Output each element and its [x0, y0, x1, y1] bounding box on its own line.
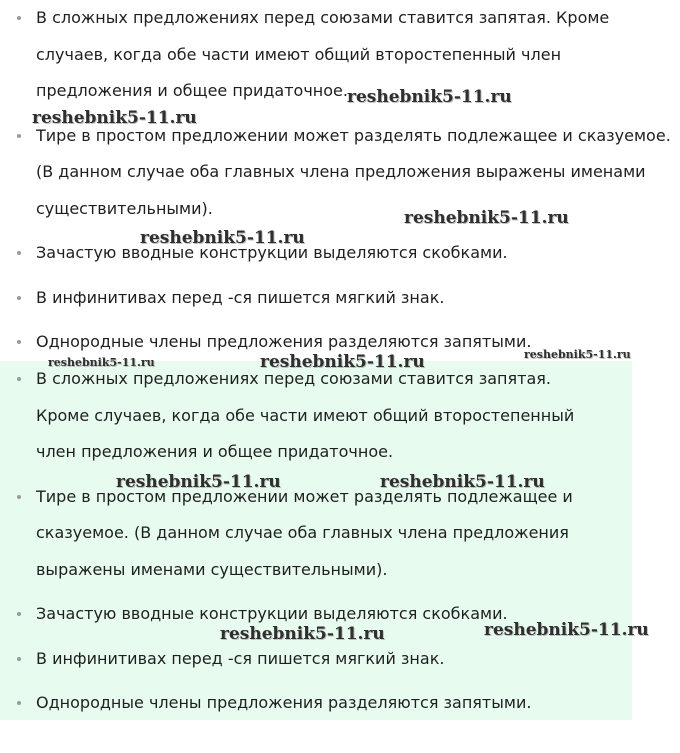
answer-list	[0, 361, 600, 730]
list-item: Тире в простом предложении может разделять подлежащее и сказуемое. (В данном случае оба главных члена предложения выражены именами существительными).	[0, 479, 596, 589]
list-item: В инфинитивах перед -ся пишется мягкий знак.	[0, 280, 676, 317]
bullet-icon	[17, 16, 21, 20]
watermark: reshebnik5-11.ru	[484, 620, 649, 640]
watermark: reshebnik5-11.ru	[380, 472, 545, 492]
list-item: В сложных предложениях перед союзами ставится запятая. Кроме случаев, когда обе части имеют общий второстепенный член предложения и общее придаточное.	[0, 361, 596, 471]
watermark: reshebnik5-11.ru	[48, 356, 155, 369]
bullet-icon	[17, 495, 21, 499]
list-item: Однородные члены предложения разделяются запятыми.	[0, 685, 596, 722]
list-item: Однородные члены предложения разделяются запятыми.	[0, 324, 676, 361]
list-item: Тире в простом предложении может разделять подлежащее и сказуемое. (В данном случае оба главных члена предложения выражены именами существительными).	[0, 118, 676, 228]
watermark: reshebnik5-11.ru	[404, 208, 569, 228]
bullet-icon	[17, 377, 21, 381]
watermark: reshebnik5-11.ru	[260, 352, 425, 372]
bullet-icon	[17, 251, 21, 255]
watermark: reshebnik5-11.ru	[32, 108, 197, 128]
bullet-icon	[17, 657, 21, 661]
watermark: reshebnik5-11.ru	[220, 624, 385, 644]
bullet-icon	[17, 296, 21, 300]
bullet-icon	[17, 701, 21, 705]
list-item: Зачастую вводные конструкции выделяются скобками.	[0, 235, 676, 272]
list-item: В сложных предложениях перед союзами ставится запятая. Кроме случаев, когда обе части имеют общий второстепенный член предложения и общее придаточное.	[0, 0, 676, 110]
watermark: reshebnik5-11.ru	[116, 472, 281, 492]
bullet-icon	[17, 340, 21, 344]
bullet-icon	[17, 612, 21, 616]
list-item: В инфинитивах перед -ся пишется мягкий знак.	[0, 641, 596, 678]
watermark: reshebnik5-11.ru	[140, 228, 305, 248]
list-item: Зачастую вводные конструкции выделяются скобками.	[0, 596, 596, 633]
bullet-icon	[17, 134, 21, 138]
statement-list	[0, 0, 672, 369]
watermark: reshebnik5-11.ru	[347, 87, 512, 107]
watermark: reshebnik5-11.ru	[524, 348, 631, 361]
